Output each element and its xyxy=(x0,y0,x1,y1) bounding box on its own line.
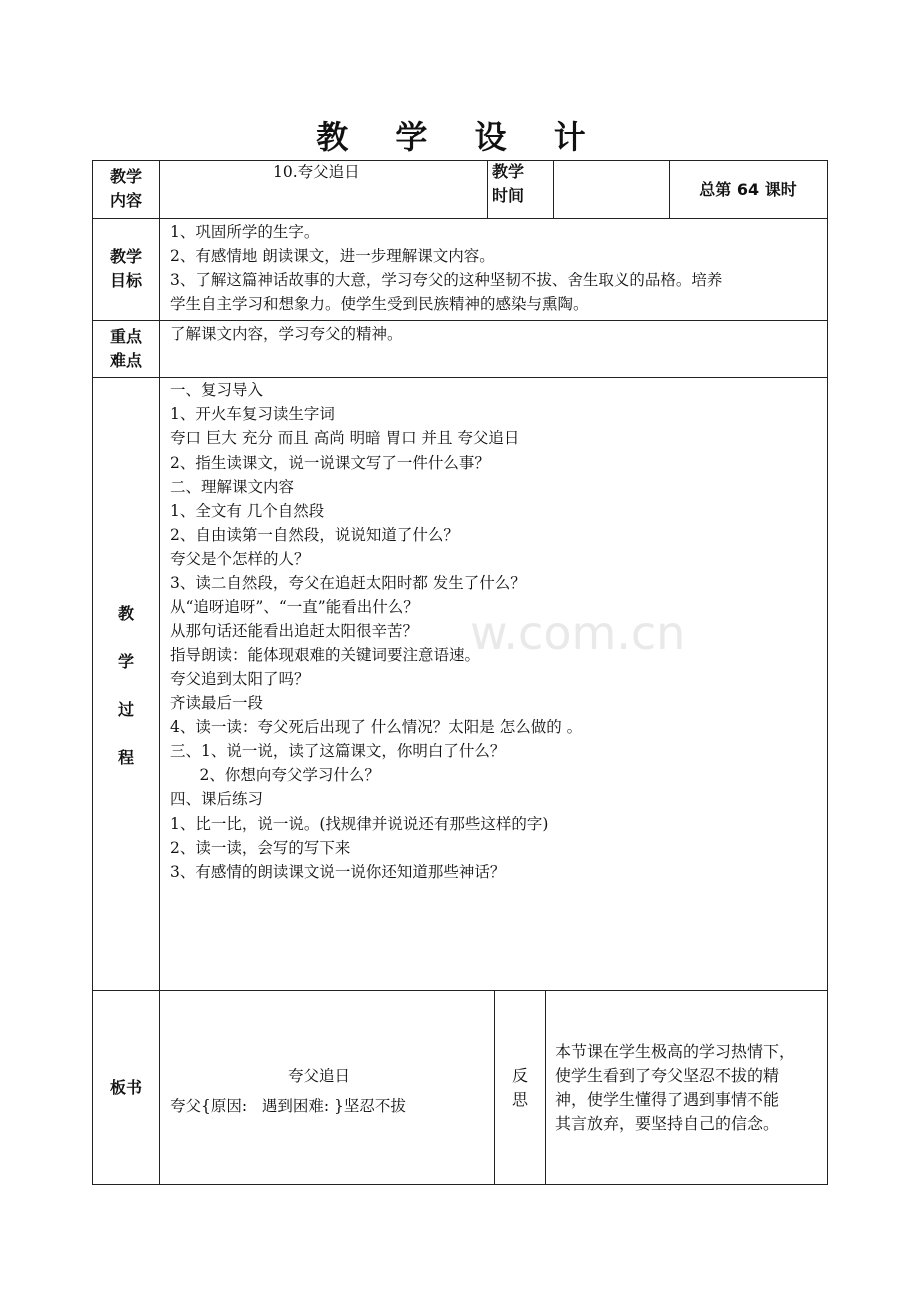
lesson-count: 总第 64 课时 xyxy=(699,180,797,199)
key-points-label: 重点 难点 xyxy=(109,327,142,370)
reflection-label: 反 思 xyxy=(511,1066,528,1109)
process-line: 齐读最后一段 xyxy=(170,694,264,712)
process-line: 2、读一读，会写的写下来 xyxy=(170,839,351,857)
process-line: 1、开火车复习读生字词 xyxy=(170,405,335,423)
process-line: 二、理解课文内容 xyxy=(170,478,295,496)
process-line: 4、读一读：夸父死后出现了 什么情况？太阳是 怎么做的 。 xyxy=(170,718,583,736)
process-line: 夸口 巨大 充分 而且 高尚 明暗 胃口 并且 夸父追日 xyxy=(170,429,520,447)
reflection-line: 神，使学生懂得了遇到事情不能 xyxy=(555,1090,780,1109)
board-label: 板书 xyxy=(109,1078,142,1097)
reflection-line: 本节课在学生极高的学习热情下， xyxy=(555,1042,796,1061)
reflection-line: 其言放弃，要坚持自己的信念。 xyxy=(555,1114,780,1133)
process-line: 1、比一比，说一说。(找规律并说说还有那些这样的字) xyxy=(170,815,549,833)
key-points-text: 了解课文内容，学习夸父的精神。 xyxy=(170,325,403,343)
process-line: 夸父追到太阳了吗？ xyxy=(170,670,310,688)
process-line: 2、指生读课文，说一说课文写了一件什么事？ xyxy=(170,454,490,472)
process-line: 从那句话还能看出追赶太阳很辛苦？ xyxy=(170,622,419,640)
content-value: 10.夸父追日 xyxy=(273,163,360,181)
content-label: 教学 内容 xyxy=(109,167,142,210)
process-line: 四、课后练习 xyxy=(170,790,264,808)
process-line: 2、你想向夸父学习什么？ xyxy=(170,766,380,784)
process-line: 2、自由读第一自然段，说说知道了什么？ xyxy=(170,526,459,544)
page-title: 教 学 设 计 xyxy=(316,118,604,156)
time-label: 教学 时间 xyxy=(492,162,525,205)
goal-line: 3、了解这篇神话故事的大意，学习夸父的这种坚韧不拔、舍生取义的品格。培养 xyxy=(170,271,723,289)
board-title: 夸父追日 xyxy=(288,1067,351,1085)
process-line: 3、读二自然段，夸父在追赶太阳时都 发生了什么？ xyxy=(170,574,526,592)
process-line: 1、全文有 几个自然段 xyxy=(170,502,325,520)
process-line: 3、有感情的朗读课文说一说你还知道那些神话？ xyxy=(170,863,506,881)
goal-line: 学生自主学习和想象力。使学生受到民族精神的感染与熏陶。 xyxy=(170,295,589,313)
process-line: 夸父是个怎样的人？ xyxy=(170,550,310,568)
goal-line: 1、巩固所学的生字。 xyxy=(170,223,320,241)
process-line: 三、1、说一说，读了这篇课文，你明白了什么？ xyxy=(170,742,506,760)
process-line: 从“追呀追呀”、“一直”能看出什么？ xyxy=(170,598,419,616)
reflection-line: 使学生看到了夸父坚忍不拔的精 xyxy=(555,1066,780,1085)
board-line: 夸父{原因: 遇到困难: }坚忍不拔 xyxy=(170,1097,406,1115)
watermark: w.com.cn xyxy=(470,606,686,660)
process-line: 指导朗读：能体现艰难的关键词要注意语速。 xyxy=(170,646,481,664)
goal-line: 2、有感情地 朗读课文，进一步理解课文内容。 xyxy=(170,247,495,265)
process-line: 一、复习导入 xyxy=(170,381,264,399)
goals-label: 教学 目标 xyxy=(109,247,142,290)
